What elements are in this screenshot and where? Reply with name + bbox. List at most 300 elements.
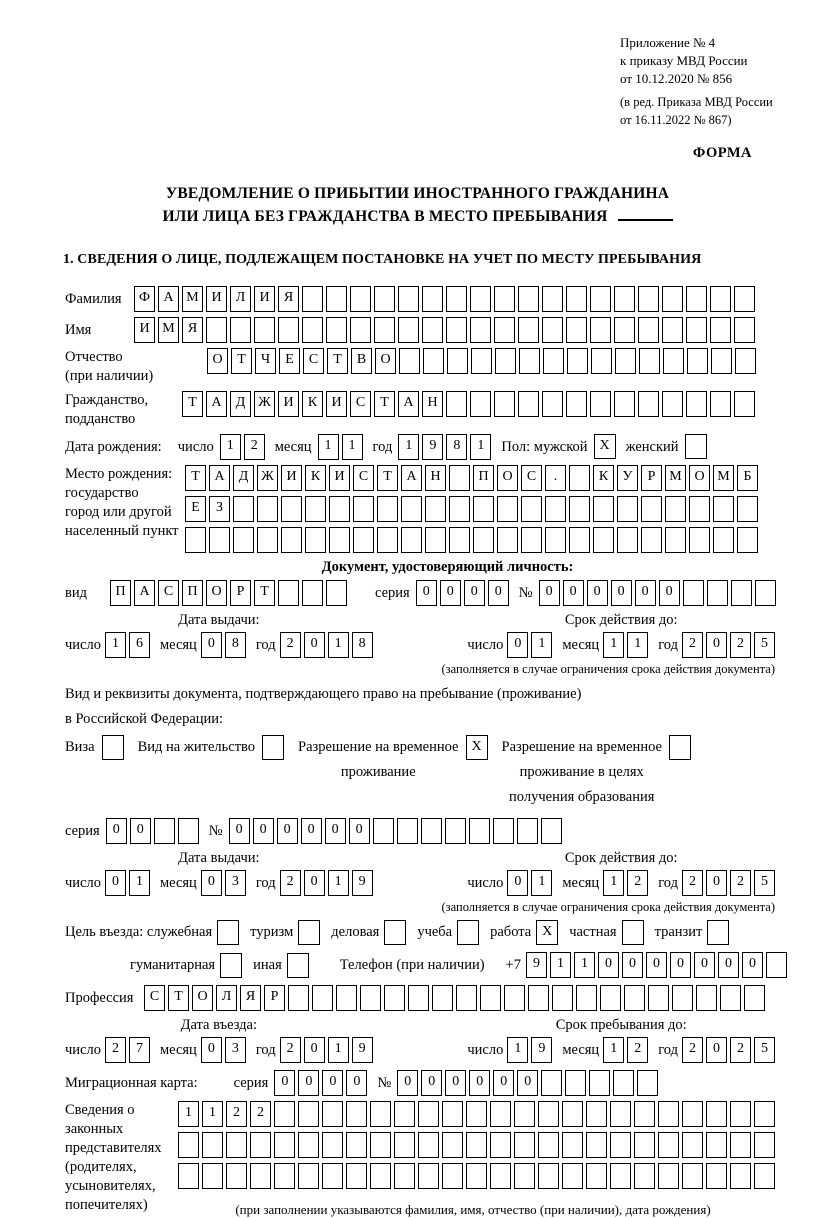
- char-cell[interactable]: [422, 286, 443, 312]
- char-cell[interactable]: [586, 1101, 607, 1127]
- char-cell[interactable]: [730, 1132, 751, 1158]
- char-cell[interactable]: И: [326, 391, 347, 417]
- char-cell[interactable]: [614, 286, 635, 312]
- char-cell[interactable]: 2: [627, 1037, 648, 1063]
- char-cell[interactable]: [377, 527, 398, 553]
- transit-checkbox[interactable]: [707, 920, 729, 945]
- char-cell[interactable]: 1: [220, 434, 241, 460]
- char-cell[interactable]: [278, 317, 299, 343]
- char-cell[interactable]: [418, 1101, 439, 1127]
- char-cell[interactable]: [562, 1163, 583, 1189]
- char-cell[interactable]: П: [473, 465, 494, 491]
- char-cell[interactable]: 2: [280, 632, 301, 658]
- char-cell[interactable]: Т: [231, 348, 252, 374]
- char-cell[interactable]: [401, 496, 422, 522]
- char-cell[interactable]: [374, 286, 395, 312]
- char-cell[interactable]: [589, 1070, 610, 1096]
- char-cell[interactable]: 8: [225, 632, 246, 658]
- char-cell[interactable]: 0: [563, 580, 584, 606]
- char-cell[interactable]: [447, 348, 468, 374]
- char-cell[interactable]: [711, 348, 732, 374]
- char-cell[interactable]: 0: [325, 818, 346, 844]
- char-cell[interactable]: 2: [730, 632, 751, 658]
- char-cell[interactable]: [713, 496, 734, 522]
- char-cell[interactable]: 7: [129, 1037, 150, 1063]
- char-cell[interactable]: [302, 580, 323, 606]
- char-cell[interactable]: 0: [416, 580, 437, 606]
- char-cell[interactable]: 2: [682, 1037, 703, 1063]
- char-cell[interactable]: [154, 818, 175, 844]
- char-cell[interactable]: С: [353, 465, 374, 491]
- char-cell[interactable]: [350, 286, 371, 312]
- char-cell[interactable]: [274, 1132, 295, 1158]
- char-cell[interactable]: [735, 348, 756, 374]
- work-checkbox[interactable]: X: [536, 920, 558, 945]
- char-cell[interactable]: [494, 391, 515, 417]
- char-cell[interactable]: И: [134, 317, 155, 343]
- char-cell[interactable]: [473, 496, 494, 522]
- char-cell[interactable]: [257, 496, 278, 522]
- char-cell[interactable]: [634, 1163, 655, 1189]
- char-cell[interactable]: 9: [526, 952, 547, 978]
- tourism-checkbox[interactable]: [298, 920, 320, 945]
- char-cell[interactable]: 2: [280, 870, 301, 896]
- char-cell[interactable]: [398, 286, 419, 312]
- char-cell[interactable]: [566, 286, 587, 312]
- char-cell[interactable]: [545, 496, 566, 522]
- char-cell[interactable]: Е: [185, 496, 206, 522]
- char-cell[interactable]: 2: [250, 1101, 271, 1127]
- char-cell[interactable]: 5: [754, 870, 775, 896]
- char-cell[interactable]: [449, 465, 470, 491]
- char-cell[interactable]: 0: [622, 952, 643, 978]
- char-cell[interactable]: [610, 1101, 631, 1127]
- char-cell[interactable]: [209, 527, 230, 553]
- char-cell[interactable]: [346, 1101, 367, 1127]
- char-cell[interactable]: И: [281, 465, 302, 491]
- char-cell[interactable]: Т: [168, 985, 189, 1011]
- char-cell[interactable]: [538, 1163, 559, 1189]
- char-cell[interactable]: 9: [422, 434, 443, 460]
- char-cell[interactable]: [638, 317, 659, 343]
- char-cell[interactable]: [566, 391, 587, 417]
- char-cell[interactable]: 1: [550, 952, 571, 978]
- char-cell[interactable]: [202, 1132, 223, 1158]
- char-cell[interactable]: [469, 818, 490, 844]
- char-cell[interactable]: [298, 1163, 319, 1189]
- char-cell[interactable]: 0: [440, 580, 461, 606]
- char-cell[interactable]: [662, 317, 683, 343]
- char-cell[interactable]: [538, 1132, 559, 1158]
- business-trip-checkbox[interactable]: [217, 920, 239, 945]
- char-cell[interactable]: Д: [233, 465, 254, 491]
- char-cell[interactable]: Я: [240, 985, 261, 1011]
- char-cell[interactable]: [610, 1163, 631, 1189]
- char-cell[interactable]: 0: [201, 870, 222, 896]
- char-cell[interactable]: 1: [507, 1037, 528, 1063]
- char-cell[interactable]: К: [305, 465, 326, 491]
- char-cell[interactable]: [288, 985, 309, 1011]
- char-cell[interactable]: [326, 580, 347, 606]
- char-cell[interactable]: 0: [304, 870, 325, 896]
- char-cell[interactable]: К: [593, 465, 614, 491]
- char-cell[interactable]: [686, 317, 707, 343]
- char-cell[interactable]: Т: [254, 580, 275, 606]
- char-cell[interactable]: [470, 286, 491, 312]
- female-checkbox[interactable]: [685, 434, 707, 459]
- char-cell[interactable]: [178, 1163, 199, 1189]
- char-cell[interactable]: 0: [469, 1070, 490, 1096]
- char-cell[interactable]: [322, 1163, 343, 1189]
- char-cell[interactable]: 6: [129, 632, 150, 658]
- char-cell[interactable]: 2: [730, 1037, 751, 1063]
- char-cell[interactable]: М: [713, 465, 734, 491]
- char-cell[interactable]: [665, 496, 686, 522]
- char-cell[interactable]: [545, 527, 566, 553]
- char-cell[interactable]: [744, 985, 765, 1011]
- char-cell[interactable]: 0: [201, 1037, 222, 1063]
- char-cell[interactable]: Д: [230, 391, 251, 417]
- char-cell[interactable]: [490, 1163, 511, 1189]
- char-cell[interactable]: [394, 1101, 415, 1127]
- char-cell[interactable]: [473, 527, 494, 553]
- char-cell[interactable]: [504, 985, 525, 1011]
- char-cell[interactable]: [425, 527, 446, 553]
- char-cell[interactable]: 0: [201, 632, 222, 658]
- char-cell[interactable]: 1: [603, 870, 624, 896]
- char-cell[interactable]: Я: [182, 317, 203, 343]
- char-cell[interactable]: [518, 317, 539, 343]
- char-cell[interactable]: М: [182, 286, 203, 312]
- char-cell[interactable]: [497, 496, 518, 522]
- char-cell[interactable]: [374, 317, 395, 343]
- char-cell[interactable]: [521, 496, 542, 522]
- char-cell[interactable]: С: [303, 348, 324, 374]
- char-cell[interactable]: [689, 527, 710, 553]
- char-cell[interactable]: [542, 391, 563, 417]
- char-cell[interactable]: 0: [587, 580, 608, 606]
- char-cell[interactable]: [397, 818, 418, 844]
- char-cell[interactable]: У: [617, 465, 638, 491]
- char-cell[interactable]: [567, 348, 588, 374]
- char-cell[interactable]: [639, 348, 660, 374]
- char-cell[interactable]: 0: [346, 1070, 367, 1096]
- char-cell[interactable]: [682, 1101, 703, 1127]
- char-cell[interactable]: [514, 1101, 535, 1127]
- char-cell[interactable]: [281, 527, 302, 553]
- char-cell[interactable]: [480, 985, 501, 1011]
- char-cell[interactable]: 0: [635, 580, 656, 606]
- char-cell[interactable]: [754, 1132, 775, 1158]
- char-cell[interactable]: 0: [322, 1070, 343, 1096]
- char-cell[interactable]: Ж: [254, 391, 275, 417]
- char-cell[interactable]: А: [401, 465, 422, 491]
- char-cell[interactable]: [518, 286, 539, 312]
- char-cell[interactable]: [565, 1070, 586, 1096]
- char-cell[interactable]: [569, 496, 590, 522]
- visa-checkbox[interactable]: [102, 735, 124, 760]
- char-cell[interactable]: [322, 1132, 343, 1158]
- char-cell[interactable]: [737, 496, 758, 522]
- char-cell[interactable]: 0: [421, 1070, 442, 1096]
- char-cell[interactable]: [528, 985, 549, 1011]
- char-cell[interactable]: [624, 985, 645, 1011]
- char-cell[interactable]: [442, 1163, 463, 1189]
- char-cell[interactable]: 0: [646, 952, 667, 978]
- char-cell[interactable]: О: [192, 985, 213, 1011]
- char-cell[interactable]: [257, 527, 278, 553]
- char-cell[interactable]: [730, 1163, 751, 1189]
- char-cell[interactable]: В: [351, 348, 372, 374]
- char-cell[interactable]: [518, 391, 539, 417]
- char-cell[interactable]: [569, 527, 590, 553]
- char-cell[interactable]: [517, 818, 538, 844]
- char-cell[interactable]: 0: [105, 870, 126, 896]
- char-cell[interactable]: [566, 317, 587, 343]
- char-cell[interactable]: [590, 391, 611, 417]
- char-cell[interactable]: 0: [301, 818, 322, 844]
- char-cell[interactable]: [710, 286, 731, 312]
- char-cell[interactable]: Ч: [255, 348, 276, 374]
- char-cell[interactable]: [713, 527, 734, 553]
- char-cell[interactable]: [490, 1101, 511, 1127]
- char-cell[interactable]: [576, 985, 597, 1011]
- char-cell[interactable]: О: [497, 465, 518, 491]
- char-cell[interactable]: С: [521, 465, 542, 491]
- char-cell[interactable]: 0: [274, 1070, 295, 1096]
- char-cell[interactable]: [637, 1070, 658, 1096]
- temp-residence-checkbox[interactable]: X: [466, 735, 488, 760]
- char-cell[interactable]: 0: [130, 818, 151, 844]
- char-cell[interactable]: 2: [682, 870, 703, 896]
- char-cell[interactable]: 9: [352, 870, 373, 896]
- male-checkbox[interactable]: X: [594, 434, 616, 459]
- char-cell[interactable]: 5: [754, 632, 775, 658]
- char-cell[interactable]: 0: [718, 952, 739, 978]
- char-cell[interactable]: [720, 985, 741, 1011]
- char-cell[interactable]: [233, 527, 254, 553]
- char-cell[interactable]: [634, 1132, 655, 1158]
- char-cell[interactable]: [730, 1101, 751, 1127]
- char-cell[interactable]: [613, 1070, 634, 1096]
- char-cell[interactable]: С: [144, 985, 165, 1011]
- char-cell[interactable]: 0: [277, 818, 298, 844]
- char-cell[interactable]: [254, 317, 275, 343]
- char-cell[interactable]: С: [350, 391, 371, 417]
- char-cell[interactable]: 1: [627, 632, 648, 658]
- char-cell[interactable]: [514, 1163, 535, 1189]
- char-cell[interactable]: 0: [304, 632, 325, 658]
- char-cell[interactable]: 0: [742, 952, 763, 978]
- char-cell[interactable]: [421, 818, 442, 844]
- char-cell[interactable]: [278, 580, 299, 606]
- char-cell[interactable]: Л: [230, 286, 251, 312]
- char-cell[interactable]: [641, 527, 662, 553]
- char-cell[interactable]: 2: [682, 632, 703, 658]
- char-cell[interactable]: [490, 1132, 511, 1158]
- char-cell[interactable]: [696, 985, 717, 1011]
- char-cell[interactable]: [648, 985, 669, 1011]
- char-cell[interactable]: [600, 985, 621, 1011]
- char-cell[interactable]: [665, 527, 686, 553]
- char-cell[interactable]: [706, 1132, 727, 1158]
- char-cell[interactable]: Е: [279, 348, 300, 374]
- char-cell[interactable]: [312, 985, 333, 1011]
- char-cell[interactable]: [754, 1163, 775, 1189]
- char-cell[interactable]: [394, 1132, 415, 1158]
- char-cell[interactable]: А: [206, 391, 227, 417]
- char-cell[interactable]: [432, 985, 453, 1011]
- char-cell[interactable]: 1: [531, 632, 552, 658]
- char-cell[interactable]: [446, 391, 467, 417]
- char-cell[interactable]: [466, 1132, 487, 1158]
- char-cell[interactable]: [442, 1132, 463, 1158]
- char-cell[interactable]: 2: [105, 1037, 126, 1063]
- char-cell[interactable]: [298, 1132, 319, 1158]
- char-cell[interactable]: [384, 985, 405, 1011]
- char-cell[interactable]: 0: [706, 1037, 727, 1063]
- char-cell[interactable]: [322, 1101, 343, 1127]
- char-cell[interactable]: [495, 348, 516, 374]
- char-cell[interactable]: 3: [225, 870, 246, 896]
- char-cell[interactable]: 0: [298, 1070, 319, 1096]
- char-cell[interactable]: [734, 286, 755, 312]
- char-cell[interactable]: [542, 286, 563, 312]
- char-cell[interactable]: [617, 496, 638, 522]
- char-cell[interactable]: [233, 496, 254, 522]
- char-cell[interactable]: [514, 1132, 535, 1158]
- char-cell[interactable]: П: [110, 580, 131, 606]
- char-cell[interactable]: [638, 286, 659, 312]
- temp-residence-edu-checkbox[interactable]: [669, 735, 691, 760]
- char-cell[interactable]: 1: [318, 434, 339, 460]
- char-cell[interactable]: [707, 580, 728, 606]
- char-cell[interactable]: [408, 985, 429, 1011]
- char-cell[interactable]: А: [398, 391, 419, 417]
- char-cell[interactable]: 1: [531, 870, 552, 896]
- char-cell[interactable]: [302, 286, 323, 312]
- char-cell[interactable]: [471, 348, 492, 374]
- char-cell[interactable]: И: [329, 465, 350, 491]
- char-cell[interactable]: 1: [328, 1037, 349, 1063]
- char-cell[interactable]: [734, 317, 755, 343]
- char-cell[interactable]: [456, 985, 477, 1011]
- char-cell[interactable]: [466, 1101, 487, 1127]
- char-cell[interactable]: 0: [598, 952, 619, 978]
- char-cell[interactable]: О: [689, 465, 710, 491]
- char-cell[interactable]: Ф: [134, 286, 155, 312]
- char-cell[interactable]: [466, 1163, 487, 1189]
- char-cell[interactable]: 0: [229, 818, 250, 844]
- char-cell[interactable]: 1: [328, 870, 349, 896]
- char-cell[interactable]: [615, 348, 636, 374]
- char-cell[interactable]: [586, 1163, 607, 1189]
- char-cell[interactable]: [350, 317, 371, 343]
- char-cell[interactable]: А: [158, 286, 179, 312]
- char-cell[interactable]: [538, 1101, 559, 1127]
- char-cell[interactable]: 0: [706, 870, 727, 896]
- residence-permit-checkbox[interactable]: [262, 735, 284, 760]
- char-cell[interactable]: Н: [425, 465, 446, 491]
- char-cell[interactable]: [370, 1101, 391, 1127]
- char-cell[interactable]: [710, 317, 731, 343]
- char-cell[interactable]: [178, 818, 199, 844]
- char-cell[interactable]: [672, 985, 693, 1011]
- char-cell[interactable]: [689, 496, 710, 522]
- char-cell[interactable]: И: [206, 286, 227, 312]
- char-cell[interactable]: 1: [603, 632, 624, 658]
- char-cell[interactable]: [494, 286, 515, 312]
- char-cell[interactable]: [470, 317, 491, 343]
- char-cell[interactable]: Т: [182, 391, 203, 417]
- char-cell[interactable]: [449, 527, 470, 553]
- char-cell[interactable]: 3: [225, 1037, 246, 1063]
- char-cell[interactable]: А: [209, 465, 230, 491]
- char-cell[interactable]: 1: [398, 434, 419, 460]
- char-cell[interactable]: [202, 1163, 223, 1189]
- char-cell[interactable]: [274, 1163, 295, 1189]
- char-cell[interactable]: [446, 317, 467, 343]
- char-cell[interactable]: Т: [327, 348, 348, 374]
- char-cell[interactable]: 1: [470, 434, 491, 460]
- char-cell[interactable]: [754, 1101, 775, 1127]
- char-cell[interactable]: [552, 985, 573, 1011]
- char-cell[interactable]: [591, 348, 612, 374]
- char-cell[interactable]: [494, 317, 515, 343]
- char-cell[interactable]: [590, 286, 611, 312]
- char-cell[interactable]: [755, 580, 776, 606]
- other-checkbox[interactable]: [287, 953, 309, 978]
- char-cell[interactable]: [586, 1132, 607, 1158]
- char-cell[interactable]: 0: [659, 580, 680, 606]
- char-cell[interactable]: Ж: [257, 465, 278, 491]
- char-cell[interactable]: [305, 527, 326, 553]
- char-cell[interactable]: [766, 952, 787, 978]
- char-cell[interactable]: [418, 1132, 439, 1158]
- char-cell[interactable]: [425, 496, 446, 522]
- char-cell[interactable]: [497, 527, 518, 553]
- char-cell[interactable]: [373, 818, 394, 844]
- char-cell[interactable]: И: [278, 391, 299, 417]
- char-cell[interactable]: [519, 348, 540, 374]
- char-cell[interactable]: [302, 317, 323, 343]
- char-cell[interactable]: М: [665, 465, 686, 491]
- char-cell[interactable]: [470, 391, 491, 417]
- char-cell[interactable]: 2: [226, 1101, 247, 1127]
- char-cell[interactable]: [370, 1163, 391, 1189]
- char-cell[interactable]: [614, 317, 635, 343]
- char-cell[interactable]: [590, 317, 611, 343]
- char-cell[interactable]: [614, 391, 635, 417]
- title-blank-line[interactable]: [618, 205, 673, 221]
- char-cell[interactable]: М: [158, 317, 179, 343]
- char-cell[interactable]: [562, 1101, 583, 1127]
- char-cell[interactable]: [449, 496, 470, 522]
- char-cell[interactable]: [329, 527, 350, 553]
- char-cell[interactable]: [663, 348, 684, 374]
- char-cell[interactable]: 1: [178, 1101, 199, 1127]
- char-cell[interactable]: К: [302, 391, 323, 417]
- char-cell[interactable]: [610, 1132, 631, 1158]
- char-cell[interactable]: Н: [422, 391, 443, 417]
- char-cell[interactable]: [346, 1163, 367, 1189]
- char-cell[interactable]: 0: [670, 952, 691, 978]
- char-cell[interactable]: [353, 496, 374, 522]
- char-cell[interactable]: [185, 527, 206, 553]
- humanitarian-checkbox[interactable]: [220, 953, 242, 978]
- char-cell[interactable]: Р: [264, 985, 285, 1011]
- char-cell[interactable]: Р: [230, 580, 251, 606]
